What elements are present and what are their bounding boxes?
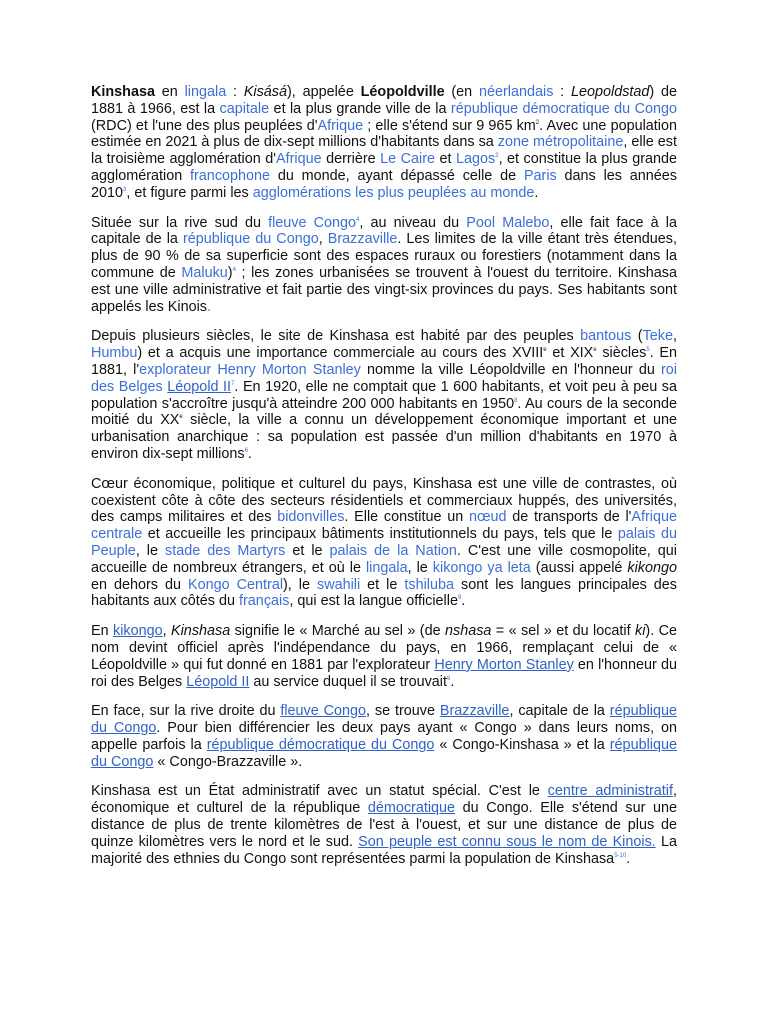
paragraph-6: En face, sur la rive droite du fleuve Congo, se trouve Brazzaville, capitale de la république du Congo. Pour bien différencier les deux pays ayant « Congo » dans leurs noms, on appelle parfois la république démocratique du Congo « Congo-Kinshasa » et la république du Congo « Congo-Brazzaville ».	[91, 703, 677, 770]
paragraph-4: Cœur économique, politique et culturel du pays, Kinshasa est une ville de contrastes, où coexistent côte à côte des secteurs résidentiels et commerciaux huppés, des universités, des camps militaires et des bidonvilles. Elle constitue un nœud de transports de l'Afrique centrale et accueille les principaux bâtiments institutionnels du pays, tels que le palais du Peuple, le stade des Martyrs et le palais de la Nation. C'est une ville cosmopolite, qui accueille de nombreux étrangers, et où le lingala, le kikongo ya leta (aussi appelé kikongo en dehors du Kongo Central), le swahili et le tshiluba sont les langues principales des habitants aux côtés du français, qui est la langue officielle$^9$.	[91, 475, 677, 610]
link-palais-du-peuple[interactable]: palais du Peuple	[91, 526, 677, 559]
link-leopold-ii-2[interactable]: Léopold II	[186, 673, 250, 690]
link-afrique-centrale[interactable]: Afrique centrale	[91, 509, 677, 543]
link-republique-du-congo[interactable]: république du Congo	[182, 231, 319, 248]
footnote-ref[interactable]: 6	[447, 675, 451, 682]
paragraph-5: En kikongo, Kinshasa signifie le « Marché au sel » (de nshasa = « sel » et du locatif ki). Ce nom devint officiel après l'indépendance du pays, en 1966, remplaçant celui de « Léopoldville » qui fut donné en 1881 par l'explorateur Henry Morton Stanley en l'honneur du roi des Belges Léopold II au service duquel il se trouvait$^6$.	[91, 623, 677, 690]
link-tshiluba[interactable]: tshiluba	[404, 576, 454, 593]
footnote-ref[interactable]: 4	[232, 267, 236, 274]
link-le-caire[interactable]: Le Caire	[380, 151, 436, 168]
link-agglomerations[interactable]: agglomérations les plus peuplées au monde	[252, 184, 535, 201]
link-kongo-central[interactable]: Kongo Central	[188, 576, 284, 593]
footnote-ref[interactable]: 7	[231, 380, 235, 387]
link-brazzaville[interactable]: Brazzaville	[327, 231, 398, 248]
link-stade-des-martyrs[interactable]: stade des Martyrs	[165, 542, 286, 559]
link-kinois[interactable]: Son peuple est connu sous le nom de Kinois.	[358, 833, 656, 850]
link-democratique[interactable]: démocratique	[367, 800, 456, 817]
link-fleuve-congo[interactable]: fleuve Congo	[268, 214, 357, 231]
footnote-ref[interactable]: 6	[244, 448, 248, 455]
link-centre-administratif[interactable]: centre administratif	[547, 783, 673, 800]
link-bidonvilles[interactable]: bidonvilles	[277, 509, 345, 526]
link-bantous[interactable]: bantous	[580, 328, 632, 345]
link-neerlandais[interactable]: néerlandais	[478, 84, 554, 100]
link-republique-du-congo-2[interactable]: république du Congo	[91, 703, 677, 737]
link-francophone[interactable]: francophone	[190, 167, 271, 184]
link-roi-des-belges[interactable]: roi des Belges	[91, 361, 678, 395]
footnote-ref[interactable]: 8	[514, 397, 518, 404]
footnote-ref[interactable]: 5	[646, 347, 650, 354]
link-rdc[interactable]: république démocratique du Congo	[450, 100, 677, 117]
link-palais-de-la-nation[interactable]: palais de la Nation	[329, 542, 457, 559]
footnote-ref[interactable]: 4	[356, 216, 360, 223]
link-swahili[interactable]: swahili	[317, 576, 361, 593]
link-rdc-2[interactable]: république démocratique du Congo	[206, 736, 435, 753]
link-explorateur[interactable]: explorateur	[139, 361, 212, 378]
link-francais[interactable]: français	[239, 593, 290, 610]
link-capitale[interactable]: capitale	[219, 100, 270, 117]
link-lingala-2[interactable]: lingala	[365, 559, 408, 576]
link-stanley[interactable]: Henry Morton Stanley	[217, 361, 361, 378]
link-lingala[interactable]: lingala	[184, 84, 227, 100]
link-leopold-ii[interactable]: Léopold II	[167, 378, 232, 395]
link-maluku[interactable]: Maluku	[181, 264, 228, 281]
link-afrique[interactable]: Afrique	[317, 117, 364, 134]
link-brazzaville-2[interactable]: Brazzaville	[439, 703, 510, 720]
article-body	[91, 84, 677, 880]
paragraph-2: Située sur la rive sud du fleuve Congo$^4$, au niveau du Pool Malebo, elle fait face à la capitale de la république du Congo, Brazzaville. Les limites de la ville étant très étendues, plus de 90 % de sa superficie sont des espaces ruraux ou forestiers (notamment dans la commune de Maluku)$^4$ ; les zones urbanisées se trouvent à l'ouest du territoire. Kinshasa est une ville administrative et fait partie des vingt-six provinces du pays. Ses habitants sont appelés les Kinois.	[91, 214, 677, 315]
link-lagos[interactable]: Lagos	[456, 151, 496, 168]
article-title-term: Kinshasa	[91, 84, 155, 100]
link-period[interactable]: .	[207, 298, 211, 315]
link-kikongo[interactable]: kikongo	[113, 623, 163, 640]
paragraph-3: Depuis plusieurs siècles, le site de Kinshasa est habité par des peuples bantous (Teke, Humbu) et a acquis une importance commerciale au cours des XVIIIe et XIXe siècles$^5$. En 1881, l'explorateur Henry Morton Stanley nomme la ville Léopoldville en l'honneur du roi des Belges Léopold $II^7$. En 1920, elle ne comptait que 1 600 habitants, et voit peu à peu sa population s'accroître jusqu'à atteindre 200 000 habitants en 1950$^8$. Au cours de la seconde moitié du XXe siècle, la ville a connu un développement économique important et une urbanisation anarchique : sa population est passée d'un million d'habitants en 1970 à environ dix-sept millions$^6$.	[91, 328, 678, 462]
paragraph-7: Kinshasa est un État administratif avec un statut spécial. C'est le centre administratif, économique et culturel de la république démocratique du Congo. Elle s'étend sur une distance de plus de trente kilomètres de l'est à l'ouest, et sur une distance de plus de quinze kilomètres vers le nord et le sud. Son peuple est connu sous le nom de Kinois. La majorité des ethnies du Congo sont représentées parmi la population de Kinshasa$^{5-10}$.	[91, 783, 678, 867]
footnote-ref[interactable]: 2	[495, 153, 499, 160]
link-teke[interactable]: Teke	[642, 328, 674, 345]
footnote-ref[interactable]: 9	[457, 595, 462, 602]
link-pool-malebo[interactable]: Pool Malebo	[466, 214, 550, 231]
link-zone-metropolitaine[interactable]: zone métropolitaine	[497, 134, 624, 151]
link-noeud[interactable]: nœud	[468, 509, 507, 526]
footnote-ref[interactable]: 3	[123, 186, 127, 193]
link-henry-morton-stanley[interactable]: Henry Morton Stanley	[434, 656, 574, 673]
paragraph-1: Kinshasa en lingala : Kisásá), appelée Léopoldville (en néerlandais : Leopoldstad) de 1881 à 1966, est la capitale et la plus grande ville de la république démocratique du Congo (RDC) et l'une des plus peuplées d'Afrique ; elle s'étend sur 9 965 $km^2$. Avec une population estimée en 2021 à plus de dix-sept millions d'habitants dans sa zone métropolitaine, elle est la troisième agglomération d'Afrique derrière Le Caire et Lagos$^2$, et constitue la plus grande agglomération francophone du monde, ayant dépassé celle de Paris dans les années 2010$^3$, et figure parmi les agglomérations les plus peuplées au monde.	[91, 84, 678, 201]
link-republique-du-congo-3[interactable]: république du Congo	[91, 736, 677, 770]
footnote-ref[interactable]: 5-10	[614, 852, 627, 859]
link-paris[interactable]: Paris	[523, 167, 557, 184]
link-humbu[interactable]: Humbu	[91, 345, 138, 362]
link-kikongo-ya-leta[interactable]: kikongo ya leta	[432, 559, 531, 576]
link-fleuve-congo-2[interactable]: fleuve Congo	[280, 703, 367, 720]
link-afrique-2[interactable]: Afrique	[275, 151, 322, 168]
